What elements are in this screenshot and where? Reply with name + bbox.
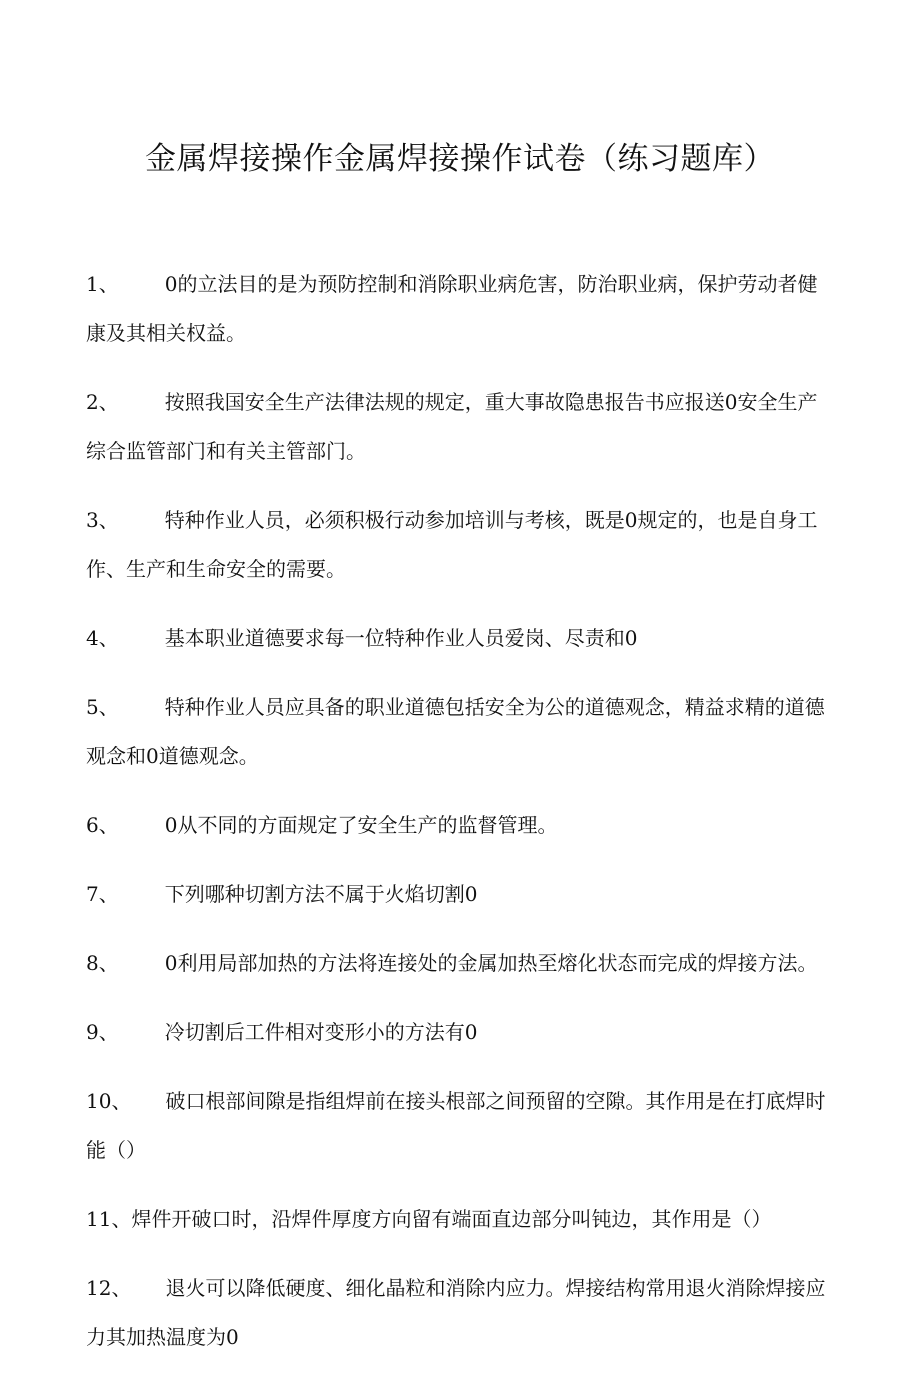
question-text: 基本职业道德要求每一位特种作业人员爱岗、尽责和0 <box>164 626 638 650</box>
question-item <box>86 260 828 358</box>
question-number: 10、 <box>86 1089 132 1113</box>
question-list <box>86 260 828 1382</box>
question-item <box>86 1195 828 1244</box>
question-number: 11、 <box>86 1207 132 1231</box>
question-text: 0利用局部加热的方法将连接处的金属加热至熔化状态而完成的焊接方法。 <box>164 951 818 975</box>
question-number: 1、 <box>86 272 119 296</box>
question-item <box>86 801 828 850</box>
question-text: 破口根部间隙是指组焊前在接头根部之间预留的空隙。其作用是在打底焊时能（） <box>86 1089 826 1162</box>
question-text: 0从不同的方面规定了安全生产的监督管理。 <box>164 813 558 837</box>
question-number: 4、 <box>86 626 119 650</box>
question-item <box>86 1077 828 1175</box>
question-item <box>86 378 828 476</box>
question-number: 3、 <box>86 508 119 532</box>
question-text: 特种作业人员应具备的职业道德包括安全为公的道德观念，精益求精的道德观念和0道德观念。 <box>86 695 825 768</box>
question-text: 特种作业人员，必须积极行动参加培训与考核，既是0规定的，也是自身工作、生产和生命安全的需要。 <box>86 508 818 581</box>
question-number: 7、 <box>86 882 119 906</box>
question-item <box>86 939 828 988</box>
question-number: 5、 <box>86 695 119 719</box>
page-title: 金属焊接操作金属焊接操作试卷（练习题库） <box>145 141 775 177</box>
question-item <box>86 683 828 781</box>
question-item <box>86 870 828 919</box>
question-number: 8、 <box>86 951 119 975</box>
question-text: 冷切割后工件相对变形小的方法有0 <box>164 1020 478 1044</box>
question-number: 12、 <box>86 1276 132 1300</box>
question-text: 按照我国安全生产法律法规的规定，重大事故隐患报告书应报送0安全生产综合监管部门和有关主管部门。 <box>86 390 818 463</box>
question-number: 2、 <box>86 390 119 414</box>
question-number: 9、 <box>86 1020 119 1044</box>
question-text: 退火可以降低硬度、细化晶粒和消除内应力。焊接结构常用退火消除焊接应力其加热温度为0 <box>86 1276 826 1349</box>
question-number: 6、 <box>86 813 119 837</box>
question-text: 焊件开破口时，沿焊件厚度方向留有端面直边部分叫钝边，其作用是（） <box>131 1207 772 1231</box>
question-text: 下列哪种切割方法不属于火焰切割0 <box>164 882 478 906</box>
question-text: 0的立法目的是为预防控制和消除职业病危害，防治职业病，保护劳动者健康及其相关权益。 <box>86 272 818 345</box>
question-item <box>86 1008 828 1057</box>
question-item <box>86 496 828 594</box>
question-item <box>86 614 828 663</box>
question-item <box>86 1264 828 1362</box>
